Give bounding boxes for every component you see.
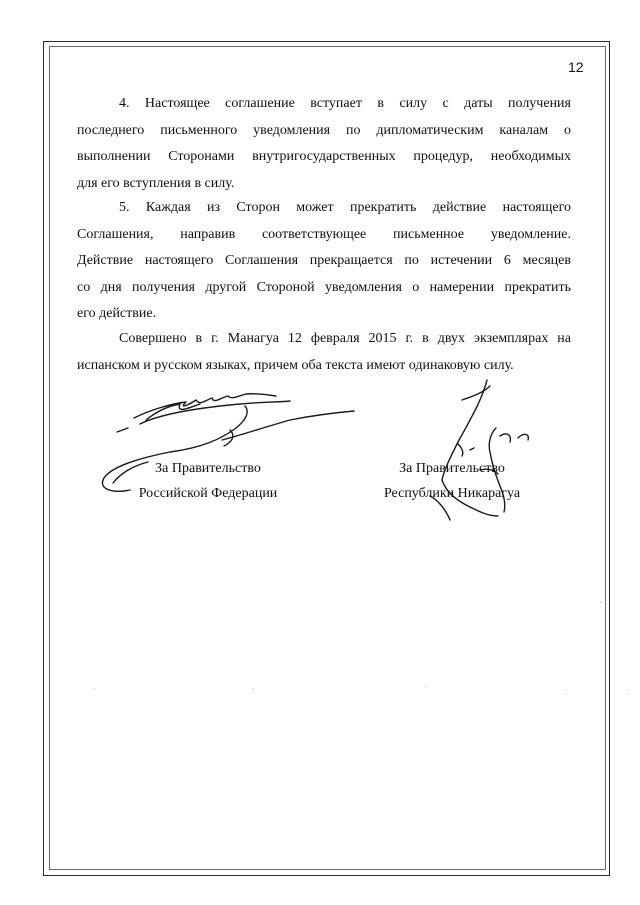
russia-signatory-line-1: За Правительство [155, 461, 261, 476]
scan-speck [253, 688, 254, 689]
russia-signatory-block [122, 456, 294, 506]
page-number: 12 [568, 59, 584, 75]
clause-5-line-1: 5. Каждая из Сторон может прекратить действие настоящего [119, 200, 571, 215]
clause-5-line-3: Действие настоящего Соглашения прекращается по истечении 6 месяцев [77, 253, 571, 268]
clause-5 [77, 195, 571, 328]
nicaragua-signatory-line-2: Республики Никарагуа [383, 486, 521, 501]
russia-signatory-line-2: Российской Федерации [138, 486, 278, 501]
clause-4-line-1: 4. Настоящее соглашение вступает в силу с даты получения [119, 96, 571, 111]
scan-speck [628, 690, 629, 691]
clause-4-line-2: последнего письменного уведомления по дипломатическим каналам о [77, 122, 571, 138]
clause-5-line-5: его действие. [77, 306, 157, 321]
clause-5-line-4: со дня получения другой Стороной уведомления о намерении прекратить [77, 279, 571, 295]
clause-5-line-2: Соглашения, направив соответствующее письменное уведомление. [77, 226, 571, 242]
nicaragua-signatory-line-1: За Правительство [399, 461, 505, 476]
scan-speck [94, 688, 95, 689]
scan-speck [566, 690, 567, 691]
clause-4 [77, 91, 571, 197]
closing-line-1: Совершено в г. Манагуа 12 февраля 2015 г. в двух экземплярах на [119, 331, 571, 346]
closing-clause [77, 326, 571, 379]
clause-4-line-3: выполнении Сторонами внутригосударственных процедур, необходимых [77, 149, 571, 164]
scan-speck [425, 686, 426, 687]
nicaragua-signatory-block [362, 456, 542, 506]
closing-line-2: испанском и русском языках, причем оба текста имеют одинаковую силу. [77, 357, 514, 373]
clause-4-line-4: для его вступления в силу. [77, 175, 235, 191]
scan-speck [600, 602, 601, 603]
